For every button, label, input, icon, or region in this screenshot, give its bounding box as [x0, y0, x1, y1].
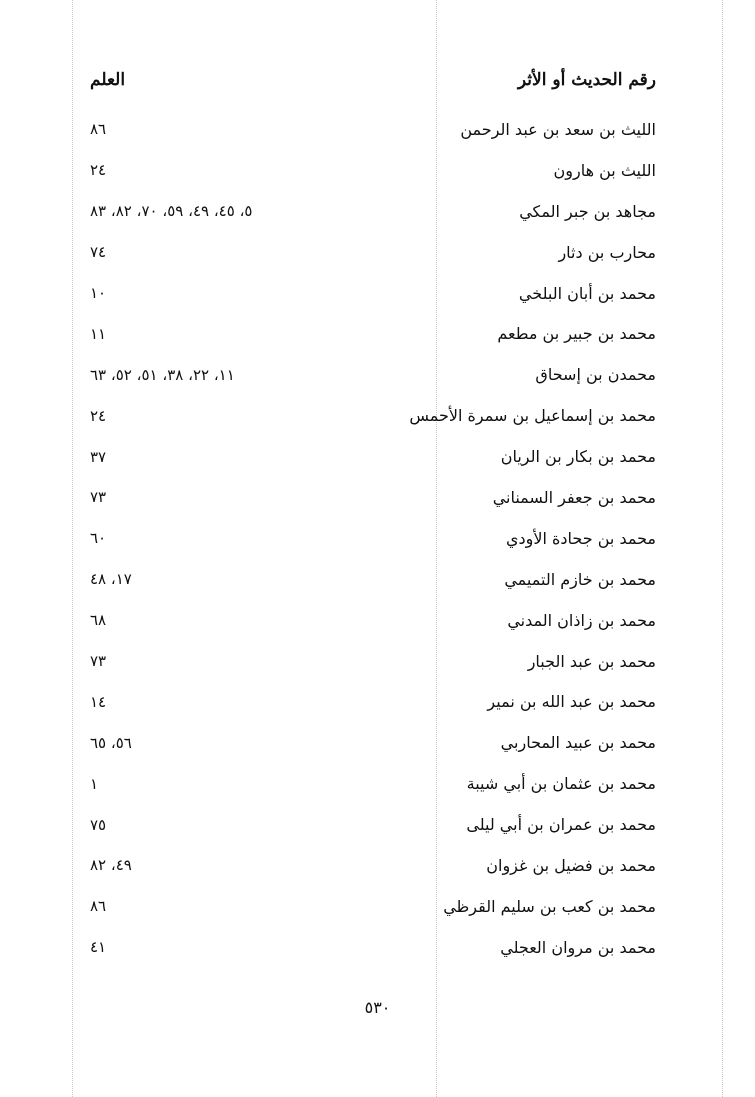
- hadith-numbers: ٢٤: [90, 161, 107, 180]
- table-row: [90, 313, 656, 354]
- index-table: [90, 109, 656, 968]
- person-name: محمد بن إسماعيل بن سمرة الأحمس: [409, 406, 656, 426]
- person-name: محمد بن زاذان المدني: [507, 610, 656, 630]
- table-row: [90, 477, 656, 518]
- table-row: [90, 518, 656, 559]
- table-row: [90, 354, 656, 395]
- person-name: محمد بن جحادة الأودي: [506, 528, 656, 548]
- page-number: ٥٣٠: [364, 998, 391, 1017]
- hadith-numbers: ٨٦: [90, 897, 107, 916]
- table-row: [90, 886, 656, 927]
- table-row: [90, 763, 656, 804]
- table-row: [90, 109, 656, 150]
- person-name: محمد بن خازم التميمي: [504, 569, 656, 589]
- table-row: [90, 600, 656, 641]
- hadith-numbers: ١: [90, 774, 99, 793]
- table-row: [90, 395, 656, 436]
- hadith-numbers: ٦٨: [90, 611, 107, 630]
- hadith-numbers: ٥٦، ٦٥: [90, 733, 132, 752]
- table-row: [90, 232, 656, 273]
- person-name: محمد بن جبير بن مطعم: [497, 324, 656, 344]
- table-row: [90, 681, 656, 722]
- table-header: [90, 63, 656, 97]
- table-row: [90, 273, 656, 314]
- hadith-numbers: ٢٤: [90, 406, 107, 425]
- name-column-header: العلم: [90, 70, 126, 90]
- person-name: محمدن بن إسحاق: [535, 365, 656, 385]
- table-row: [90, 150, 656, 191]
- person-name: محارب بن دثار: [558, 242, 656, 262]
- person-name: محمد بن كعب بن سليم القرظي: [443, 896, 656, 916]
- person-name: محمد بن عمران بن أبي ليلى: [466, 815, 656, 835]
- person-name: الليث بن سعد بن عبد الرحمن: [460, 119, 656, 139]
- hadith-numbers: ٥، ٤٥، ٤٩، ٥٩، ٧٠، ٨٢، ٨٣: [90, 202, 253, 221]
- person-name: محمد بن أبان البلخي: [518, 283, 656, 303]
- table-row: [90, 804, 656, 845]
- person-name: محمد بن عبد الله بن نمير: [487, 692, 656, 712]
- table-row: [90, 927, 656, 968]
- hadith-numbers: ١٠: [90, 284, 107, 302]
- hadith-numbers: ٦٠: [90, 529, 107, 548]
- table-row: [90, 641, 656, 682]
- hadith-numbers: ٨٦: [90, 120, 107, 139]
- person-name: مجاهد بن جبر المكي: [519, 201, 656, 221]
- ref-column-header: رقم الحديث أو الأثر: [517, 70, 656, 90]
- hadith-numbers: ٣٧: [90, 447, 107, 466]
- hadith-numbers: ٧٣: [90, 652, 107, 671]
- person-name: محمد بن جعفر السمناني: [492, 487, 656, 507]
- person-name: محمد بن مروان العجلي: [500, 937, 656, 957]
- person-name: محمد بن بكار بن الريان: [500, 447, 656, 467]
- hadith-numbers: ٤١: [90, 938, 107, 957]
- person-name: محمد بن عثمان بن أبي شيبة: [466, 774, 656, 794]
- person-name: محمد بن عبيد المحاربي: [500, 733, 656, 753]
- hadith-numbers: ٧٤: [90, 243, 107, 262]
- hadith-numbers: ٧٣: [90, 488, 107, 507]
- hadith-numbers: ١٤: [90, 692, 107, 711]
- hadith-numbers: ٧٥: [90, 815, 107, 834]
- table-row: [90, 559, 656, 600]
- hadith-numbers: ١١: [90, 324, 107, 343]
- table-row: [90, 845, 656, 886]
- table-row: [90, 191, 656, 232]
- hadith-numbers: ١٧، ٤٨: [90, 570, 132, 589]
- hadith-numbers: ١١، ٢٢، ٣٨، ٥١، ٥٢، ٦٣: [90, 365, 235, 384]
- person-name: محمد بن فضيل بن غزوان: [486, 855, 656, 875]
- person-name: محمد بن عبد الجبار: [527, 651, 656, 671]
- table-row: [90, 722, 656, 763]
- hadith-numbers: ٤٩، ٨٢: [90, 856, 132, 875]
- scan-edge-line: [72, 0, 73, 1097]
- person-name: الليث بن هارون: [553, 160, 656, 180]
- table-row: [90, 436, 656, 477]
- scan-edge-line: [722, 0, 723, 1097]
